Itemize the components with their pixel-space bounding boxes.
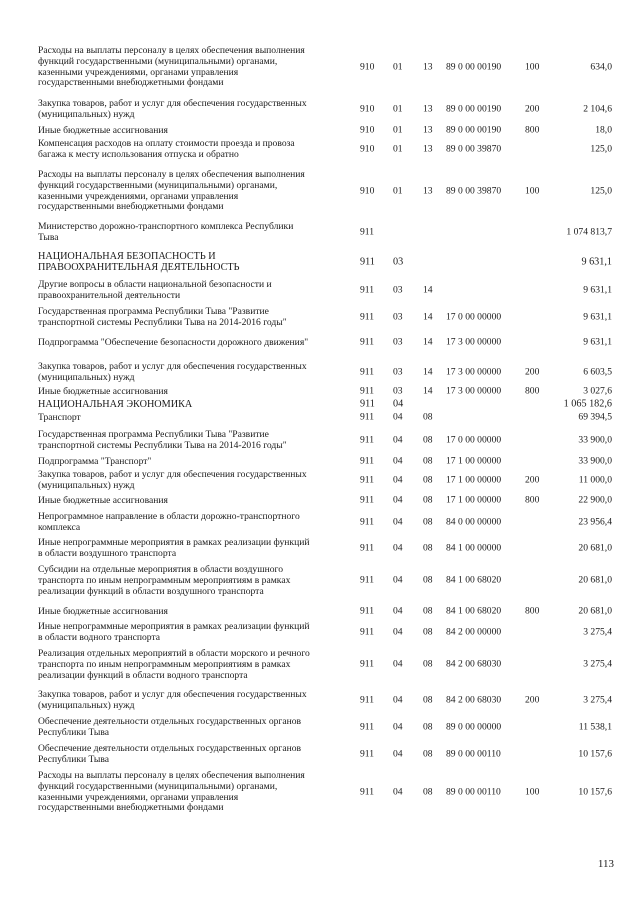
- target-article-code: 89 0 00 39870: [446, 185, 502, 197]
- amount: 23 956,4: [578, 516, 612, 528]
- target-article-code: 89 0 00 00190: [446, 103, 502, 115]
- row-name-line: Государственная программа Республики Тыва "Развитие: [38, 306, 269, 317]
- section-code: 04: [393, 516, 403, 528]
- row-name-line: Подпрограмма "Транспорт": [38, 456, 152, 467]
- table-row: [0, 457, 640, 468]
- section-code: 04: [393, 748, 403, 760]
- ved-code: 911: [360, 434, 375, 446]
- ved-code: 910: [360, 61, 375, 73]
- expense-type-code: 100: [525, 61, 540, 73]
- subsection-code: 08: [423, 474, 433, 486]
- ved-code: 911: [360, 226, 375, 238]
- subsection-code: 08: [423, 516, 433, 528]
- amount: 3 027,6: [583, 385, 612, 397]
- subsection-code: 13: [423, 61, 433, 73]
- target-article-code: 84 2 00 00000: [446, 626, 502, 638]
- ved-code: 911: [360, 542, 375, 554]
- amount: 2 104,6: [583, 103, 612, 115]
- table-row: [0, 717, 640, 739]
- target-article-code: 89 0 00 00110: [446, 786, 501, 798]
- table-row: [0, 280, 640, 302]
- amount: 20 681,0: [578, 605, 612, 617]
- ved-code: 911: [360, 366, 375, 378]
- page-number: 113: [597, 858, 614, 870]
- row-name-line: Иные бюджетные ассигнования: [38, 386, 168, 397]
- expense-type-code: 200: [525, 103, 540, 115]
- target-article-code: 84 1 00 00000: [446, 542, 502, 554]
- row-name: [38, 362, 348, 384]
- row-name-line: в области воздушного транспорта: [38, 547, 177, 559]
- target-article-code: 89 0 00 00190: [446, 61, 502, 73]
- row-name-line: Министерство дорожно-транспортного комплекса Республики: [38, 221, 294, 232]
- expense-type-code: 800: [525, 494, 540, 506]
- amount: 9 631,1: [581, 256, 612, 268]
- section-code: 04: [393, 721, 403, 733]
- amount: 1 065 182,6: [563, 398, 612, 410]
- section-code: 03: [393, 284, 403, 296]
- section-code: 03: [393, 256, 404, 268]
- amount: 3 275,4: [583, 694, 612, 706]
- section-code: 01: [393, 61, 403, 73]
- amount: 3 275,4: [583, 626, 612, 638]
- row-name-line: реализации функций в области воздушного транспорта: [38, 585, 264, 597]
- section-code: 04: [393, 786, 403, 798]
- section-code: 04: [393, 658, 403, 670]
- row-name-line: функций государственными (муниципальными) органами,: [38, 780, 278, 792]
- target-article-code: 84 2 00 68030: [446, 694, 502, 706]
- row-name: [38, 744, 348, 766]
- amount: 1 074 813,7: [566, 226, 612, 238]
- subsection-code: 08: [423, 455, 433, 467]
- section-code: 04: [393, 605, 403, 617]
- section-code: 04: [393, 494, 403, 506]
- amount: 125,0: [590, 143, 612, 155]
- target-article-code: 17 3 00 00000: [446, 366, 502, 378]
- section-code: 03: [393, 311, 403, 323]
- section-code: 04: [393, 434, 403, 446]
- row-name-line: функций государственными (муниципальными) органами,: [38, 55, 278, 67]
- section-code: 01: [393, 103, 403, 115]
- row-name-line: казенными учреждениями, органами управления: [38, 190, 239, 202]
- row-name-line: Тыва: [38, 231, 59, 243]
- table-row: [0, 413, 640, 424]
- table-row: [0, 400, 640, 411]
- section-code: 03: [393, 366, 403, 378]
- target-article-code: 89 0 00 39870: [446, 143, 502, 155]
- amount: 20 681,0: [578, 574, 612, 586]
- row-name-line: Непрограммное направление в области дорожно-транспортного: [38, 511, 300, 522]
- table-row: [0, 538, 640, 560]
- section-code: 01: [393, 124, 403, 136]
- section-code: 04: [393, 626, 403, 638]
- subsection-code: 08: [423, 748, 433, 760]
- table-row: [0, 649, 640, 681]
- row-name: [38, 538, 348, 560]
- target-article-code: 17 1 00 00000: [446, 455, 502, 467]
- row-name-line: Закупка товаров, работ и услуг для обеспечения государственных: [38, 361, 307, 372]
- ved-code: 911: [360, 516, 375, 528]
- target-article-code: 17 0 00 00000: [446, 434, 502, 446]
- table-row: [0, 126, 640, 137]
- row-name-line: Закупка товаров, работ и услуг для обеспечения государственных: [38, 98, 307, 109]
- row-name: [38, 400, 348, 411]
- row-name-line: транспортной системы Республики Тыва на 2014-2016 годы": [38, 316, 287, 328]
- target-article-code: 17 3 00 00000: [446, 336, 502, 348]
- amount: 634,0: [590, 61, 612, 73]
- row-name: [38, 496, 348, 507]
- amount: 33 900,0: [578, 455, 612, 467]
- subsection-code: 08: [423, 434, 433, 446]
- subsection-code: 08: [423, 694, 433, 706]
- row-name: [38, 170, 348, 213]
- row-name-line: Иные бюджетные ассигнования: [38, 495, 168, 506]
- table-row: [0, 690, 640, 712]
- section-code: 04: [393, 542, 403, 554]
- table-row: [0, 470, 640, 492]
- ved-code: 911: [360, 398, 375, 410]
- row-name-line: (муниципальных) нужд: [38, 108, 135, 120]
- ved-code: 911: [360, 494, 375, 506]
- section-code: 04: [393, 411, 403, 423]
- row-name-line: багажа к месту использования отпуска и обратно: [38, 148, 239, 160]
- row-name: [38, 413, 348, 424]
- ved-code: 911: [360, 786, 375, 798]
- target-article-code: 84 1 00 68020: [446, 574, 502, 586]
- table-row: [0, 607, 640, 618]
- target-article-code: 17 1 00 00000: [446, 474, 502, 486]
- row-name-line: Расходы на выплаты персоналу в целях обеспечения выполнения: [38, 169, 305, 180]
- row-name-line: правоохранительной деятельности: [38, 289, 181, 301]
- target-article-code: 17 0 00 00000: [446, 311, 502, 323]
- row-name-line: НАЦИОНАЛЬНАЯ ЭКОНОМИКА: [38, 399, 193, 410]
- ved-code: 910: [360, 124, 375, 136]
- amount: 33 900,0: [578, 434, 612, 446]
- amount: 9 631,1: [583, 336, 612, 348]
- section-code: 01: [393, 185, 403, 197]
- row-name-line: Иные бюджетные ассигнования: [38, 606, 168, 617]
- row-name-line: функций государственными (муниципальными) органами,: [38, 179, 278, 191]
- row-name: [38, 99, 348, 121]
- row-name-line: Обеспечение деятельности отдельных государственных органов: [38, 743, 302, 754]
- table-row: [0, 512, 640, 534]
- subsection-code: 14: [423, 311, 433, 323]
- row-name-line: (муниципальных) нужд: [38, 699, 135, 711]
- expense-type-code: 100: [525, 786, 540, 798]
- target-article-code: 17 3 00 00000: [446, 385, 502, 397]
- expense-type-code: 200: [525, 694, 540, 706]
- subsection-code: 08: [423, 494, 433, 506]
- amount: 10 157,6: [578, 748, 612, 760]
- amount: 18,0: [595, 124, 612, 136]
- table-row: [0, 222, 640, 244]
- section-code: 03: [393, 385, 403, 397]
- target-article-code: 84 2 00 68030: [446, 658, 502, 670]
- row-name: [38, 338, 348, 349]
- ved-code: 910: [360, 143, 375, 155]
- amount: 125,0: [590, 185, 612, 197]
- row-name-line: транспорта по иным непрограммным мероприятиям в рамках: [38, 658, 291, 670]
- row-name: [38, 46, 348, 89]
- row-name-line: Закупка товаров, работ и услуг для обеспечения государственных: [38, 469, 307, 480]
- row-name: [38, 690, 348, 712]
- amount: 9 631,1: [583, 284, 612, 296]
- row-name: [38, 222, 348, 244]
- row-name: [38, 607, 348, 618]
- ved-code: 911: [360, 694, 375, 706]
- row-name-line: Расходы на выплаты персоналу в целях обеспечения выполнения: [38, 45, 305, 56]
- table-row: [0, 139, 640, 161]
- target-article-code: 17 1 00 00000: [446, 494, 502, 506]
- row-name-line: (муниципальных) нужд: [38, 371, 135, 383]
- row-name-line: Иные непрограммные мероприятия в рамках реализации функций: [38, 537, 310, 548]
- ved-code: 910: [360, 103, 375, 115]
- row-name: [38, 771, 348, 814]
- subsection-code: 08: [423, 786, 433, 798]
- ved-code: 911: [360, 574, 375, 586]
- amount: 11 000,0: [578, 474, 612, 486]
- row-name: [38, 139, 348, 161]
- ved-code: 911: [360, 411, 375, 423]
- table-row: [0, 170, 640, 213]
- subsection-code: 13: [423, 103, 433, 115]
- subsection-code: 14: [423, 366, 433, 378]
- amount: 69 394,5: [578, 411, 612, 423]
- amount: 9 631,1: [583, 311, 612, 323]
- ved-code: 911: [360, 748, 375, 760]
- row-name: [38, 430, 348, 452]
- row-name-line: реализации функций в области водного транспорта: [38, 669, 248, 681]
- row-name-line: казенными учреждениями, органами управления: [38, 66, 239, 78]
- row-name: [38, 252, 348, 274]
- table-row: [0, 622, 640, 644]
- row-name-line: Компенсация расходов на оплату стоимости проезда и провоза: [38, 138, 295, 149]
- section-code: 04: [393, 574, 403, 586]
- row-name: [38, 717, 348, 739]
- subsection-code: 08: [423, 574, 433, 586]
- ved-code: 911: [360, 284, 375, 296]
- table-row: [0, 362, 640, 384]
- row-name: [38, 622, 348, 644]
- table-row: [0, 99, 640, 121]
- ved-code: 911: [360, 256, 375, 268]
- row-name-line: Реализация отдельных мероприятий в области морского и речного: [38, 648, 310, 659]
- subsection-code: 08: [423, 411, 433, 423]
- row-name-line: Иные бюджетные ассигнования: [38, 125, 168, 136]
- row-name: [38, 387, 348, 398]
- row-name-line: Государственная программа Республики Тыва "Развитие: [38, 429, 269, 440]
- row-name-line: транспорта по иным непрограммным мероприятиям в рамках: [38, 574, 291, 586]
- ved-code: 911: [360, 721, 375, 733]
- row-name-line: транспортной системы Республики Тыва на 2014-2016 годы": [38, 439, 287, 451]
- table-row: [0, 338, 640, 349]
- row-name-line: комплекса: [38, 521, 81, 533]
- subsection-code: 08: [423, 721, 433, 733]
- row-name: [38, 307, 348, 329]
- row-name: [38, 470, 348, 492]
- section-code: 04: [393, 398, 404, 410]
- section-code: 04: [393, 455, 403, 467]
- row-name-line: Транспорт: [38, 412, 81, 423]
- ved-code: 911: [360, 455, 375, 467]
- table-row: [0, 46, 640, 89]
- expense-type-code: 200: [525, 366, 540, 378]
- section-code: 01: [393, 143, 403, 155]
- row-name-line: государственными внебюджетными фондами: [38, 802, 224, 814]
- ved-code: 911: [360, 658, 375, 670]
- ved-code: 911: [360, 626, 375, 638]
- amount: 11 538,1: [578, 721, 612, 733]
- row-name: [38, 126, 348, 137]
- target-article-code: 84 1 00 68020: [446, 605, 502, 617]
- table-row: [0, 252, 640, 274]
- row-name: [38, 512, 348, 534]
- target-article-code: 89 0 00 00000: [446, 721, 502, 733]
- row-name: [38, 649, 348, 681]
- subsection-code: 08: [423, 626, 433, 638]
- expense-type-code: 800: [525, 605, 540, 617]
- table-row: [0, 430, 640, 452]
- row-name-line: Подпрограмма "Обеспечение безопасности дорожного движения": [38, 337, 309, 348]
- row-name-line: Республики Тыва: [38, 753, 110, 765]
- table-row: [0, 565, 640, 597]
- row-name-line: Расходы на выплаты персоналу в целях обеспечения выполнения: [38, 770, 305, 781]
- ved-code: 910: [360, 185, 375, 197]
- subsection-code: 14: [423, 336, 433, 348]
- section-code: 04: [393, 474, 403, 486]
- section-code: 03: [393, 336, 403, 348]
- row-name-line: Другие вопросы в области национальной безопасности и: [38, 279, 272, 290]
- expense-type-code: 200: [525, 474, 540, 486]
- row-name-line: НАЦИОНАЛЬНАЯ БЕЗОПАСНОСТЬ И: [38, 251, 216, 262]
- table-row: [0, 771, 640, 814]
- row-name-line: (муниципальных) нужд: [38, 479, 135, 491]
- subsection-code: 13: [423, 124, 433, 136]
- subsection-code: 08: [423, 605, 433, 617]
- table-row: [0, 744, 640, 766]
- row-name-line: Закупка товаров, работ и услуг для обеспечения государственных: [38, 689, 307, 700]
- subsection-code: 13: [423, 185, 433, 197]
- row-name-line: ПРАВООХРАНИТЕЛЬНАЯ ДЕЯТЕЛЬНОСТЬ: [38, 261, 240, 273]
- table-row: [0, 496, 640, 507]
- target-article-code: 89 0 00 00110: [446, 748, 501, 760]
- row-name-line: Иные непрограммные мероприятия в рамках реализации функций: [38, 621, 310, 632]
- target-article-code: 84 0 00 00000: [446, 516, 502, 528]
- ved-code: 911: [360, 474, 375, 486]
- ved-code: 911: [360, 336, 375, 348]
- expense-type-code: 800: [525, 385, 540, 397]
- subsection-code: 14: [423, 385, 433, 397]
- subsection-code: 08: [423, 658, 433, 670]
- row-name-line: в области водного транспорта: [38, 631, 161, 643]
- expense-type-code: 800: [525, 124, 540, 136]
- subsection-code: 08: [423, 542, 433, 554]
- subsection-code: 14: [423, 284, 433, 296]
- row-name-line: Обеспечение деятельности отдельных государственных органов: [38, 716, 302, 727]
- section-code: 04: [393, 694, 403, 706]
- ved-code: 911: [360, 311, 375, 323]
- expense-type-code: 100: [525, 185, 540, 197]
- row-name-line: государственными внебюджетными фондами: [38, 77, 224, 89]
- row-name-line: Субсидии на отдельные мероприятия в области воздушного: [38, 564, 284, 575]
- row-name: [38, 565, 348, 597]
- amount: 10 157,6: [578, 786, 612, 798]
- amount: 3 275,4: [583, 658, 612, 670]
- ved-code: 911: [360, 385, 375, 397]
- target-article-code: 89 0 00 00190: [446, 124, 502, 136]
- ved-code: 911: [360, 605, 375, 617]
- table-row: [0, 307, 640, 329]
- table-row: [0, 387, 640, 398]
- row-name: [38, 280, 348, 302]
- amount: 20 681,0: [578, 542, 612, 554]
- row-name-line: государственными внебюджетными фондами: [38, 201, 224, 213]
- amount: 22 900,0: [578, 494, 612, 506]
- amount: 6 603,5: [583, 366, 612, 378]
- row-name-line: казенными учреждениями, органами управления: [38, 791, 239, 803]
- row-name: [38, 457, 348, 468]
- row-name-line: Республики Тыва: [38, 726, 110, 738]
- subsection-code: 13: [423, 143, 433, 155]
